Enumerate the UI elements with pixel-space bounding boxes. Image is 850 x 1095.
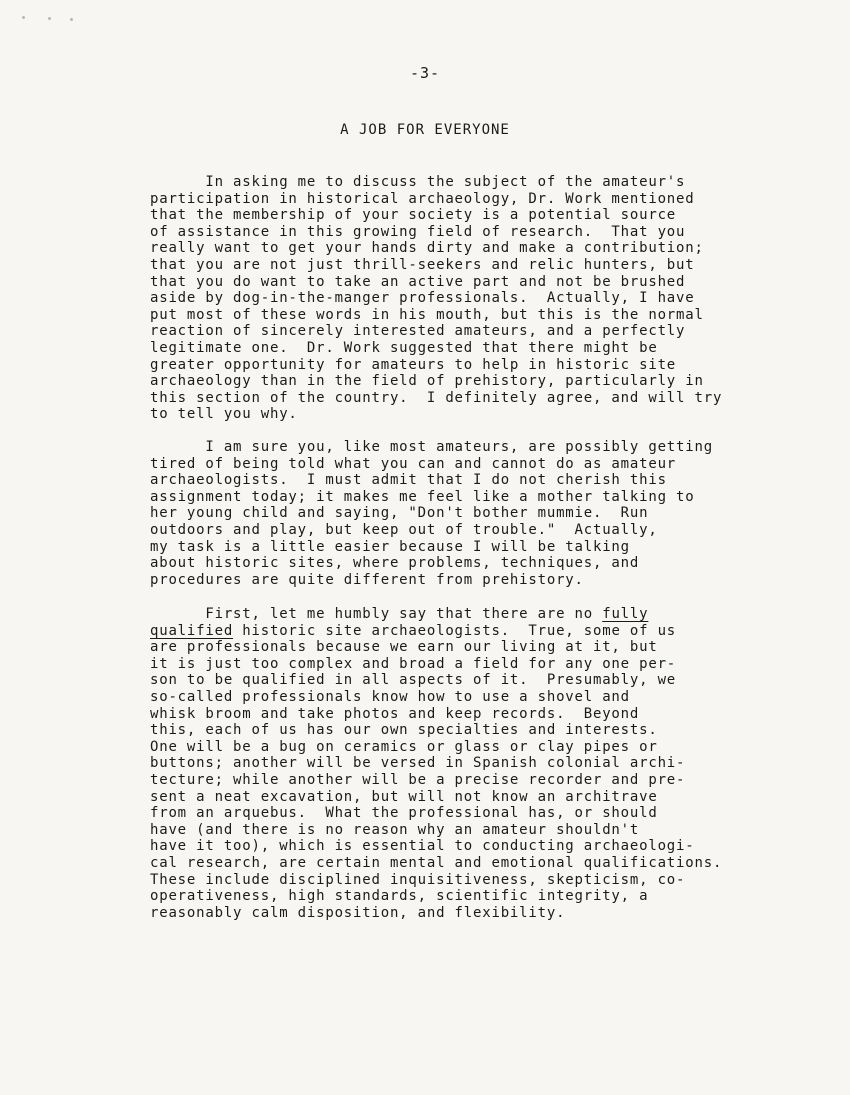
document-title: A JOB FOR EVERYONE <box>340 122 510 138</box>
text-line: reasonably calm disposition, and flexibility. <box>150 904 566 921</box>
text-line: have (and there is no reason why an amateur shouldn't <box>150 821 640 838</box>
paragraph-3 <box>150 606 790 921</box>
text-line: tecture; while another will be a precise recorder and pre- <box>150 771 686 788</box>
text-line: this section of the country. I definitely agree, and will try <box>150 389 723 406</box>
text-segment: historic site archaeologists. True, some of us <box>233 622 677 639</box>
text-line: reaction of sincerely interested amateurs, and a perfectly <box>150 323 686 340</box>
text-line: from an arquebus. What the professional has, or should <box>150 805 658 822</box>
text-line: son to be qualified in all aspects of it. Presumably, we <box>150 672 677 689</box>
text-line: my task is a little easier because I will be talking <box>150 538 630 555</box>
text-line: outdoors and play, but keep out of trouble." Actually, <box>150 521 658 538</box>
text-line: have it too), which is essential to conducting archaeologi- <box>150 838 695 855</box>
text-line <box>150 623 790 640</box>
text-line: that you are not just thrill-seekers and relic hunters, but <box>150 256 695 273</box>
text-line: tired of being told what you can and cannot do as amateur <box>150 455 677 472</box>
text-line <box>150 606 790 623</box>
text-line: greater opportunity for amateurs to help in historic site <box>150 356 677 373</box>
text-line: operativeness, high standards, scientific integrity, a <box>150 888 649 905</box>
text-line: her young child and saying, "Don't bother mummie. Run <box>150 505 649 522</box>
text-line: procedures are quite different from prehistory. <box>150 571 584 588</box>
text-line: buttons; another will be versed in Spanish colonial archi- <box>150 755 686 772</box>
scan-speck <box>22 16 25 19</box>
text-line: aside by dog-in-the-manger professionals. Actually, I have <box>150 290 695 307</box>
text-line: this, each of us has our own specialties and interests. <box>150 722 658 739</box>
text-line: archaeology than in the field of prehistory, particularly in <box>150 373 704 390</box>
text-line: sent a neat excavation, but will not know an architrave <box>150 788 658 805</box>
text-line: it is just too complex and broad a field for any one per- <box>150 655 677 672</box>
text-line: are professionals because we earn our living at it, but <box>150 639 658 656</box>
text-line: that the membership of your society is a potential source <box>150 207 677 224</box>
text-line: that you do want to take an active part and not be brushed <box>150 273 686 290</box>
text-line: participation in historical archaeology, Dr. Work mentioned <box>150 190 695 207</box>
text-line: legitimate one. Dr. Work suggested that there might be <box>150 339 658 356</box>
scan-speck <box>70 18 73 21</box>
scan-speck <box>48 17 51 20</box>
text-line: so-called professionals know how to use a shovel and <box>150 688 630 705</box>
underlined-text: qualified <box>150 622 234 639</box>
text-line: These include disciplined inquisitiveness, skepticism, co- <box>150 871 686 888</box>
text-line: cal research, are certain mental and emotional qualifications. <box>150 854 723 871</box>
paragraph-1 <box>150 174 790 423</box>
text-line: One will be a bug on ceramics or glass or clay pipes or <box>150 738 658 755</box>
page-number: -3- <box>409 64 441 82</box>
text-line: assignment today; it makes me feel like a mother talking to <box>150 488 695 505</box>
text-line: really want to get your hands dirty and make a contribution; <box>150 240 704 257</box>
text-line: whisk broom and take photos and keep records. Beyond <box>150 705 640 722</box>
paragraph-2 <box>150 439 790 588</box>
text-line: archaeologists. I must admit that I do not cherish this <box>150 472 667 489</box>
text-line: I am sure you, like most amateurs, are possibly getting <box>150 439 713 455</box>
text-line: In asking me to discuss the subject of the amateur's <box>150 174 686 190</box>
text-line: put most of these words in his mouth, but this is the normal <box>150 306 704 323</box>
underlined-text: fully <box>602 606 649 622</box>
text-line: to tell you why. <box>150 406 298 423</box>
text-segment: First, let me humbly say that there are no <box>150 606 603 622</box>
text-line: about historic sites, where problems, techniques, and <box>150 555 640 572</box>
text-line: of assistance in this growing field of research. That you <box>150 223 686 240</box>
